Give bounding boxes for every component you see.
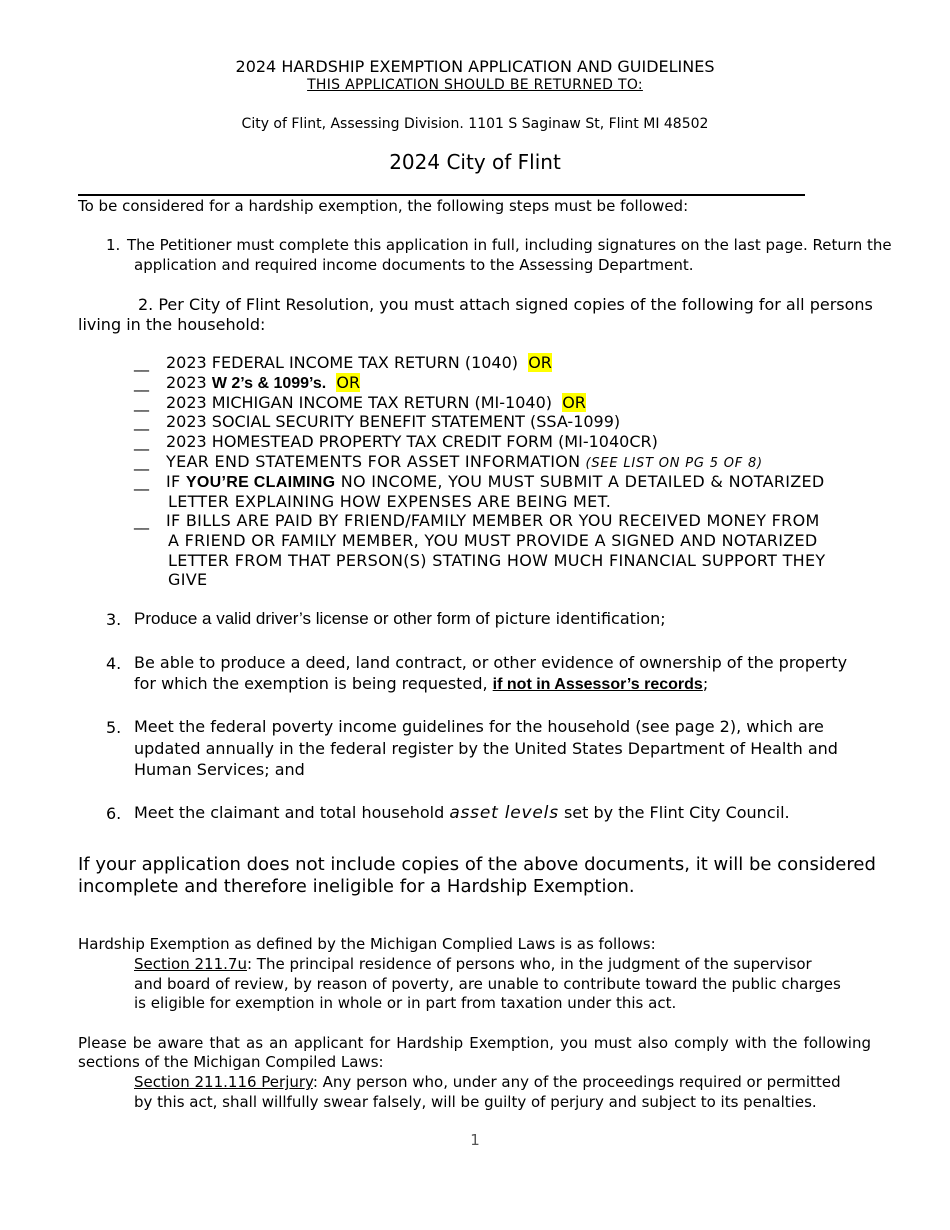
header-divider xyxy=(78,194,805,196)
or-highlight: OR xyxy=(336,373,361,392)
step-1-number: 1. xyxy=(106,236,121,254)
step-3-text xyxy=(134,609,666,629)
step-5-number: 5. xyxy=(106,718,122,737)
checklist-item-continued: LETTER EXPLAINING HOW EXPENSES ARE BEING MET. xyxy=(168,492,612,511)
checklist-blank: __ xyxy=(134,354,149,372)
step-6-text-b: set by the Flint City Council. xyxy=(558,803,790,822)
step-6-text xyxy=(134,803,790,823)
checklist-item-text: 2023 xyxy=(166,373,212,392)
checklist-item xyxy=(166,472,825,492)
page-subtitle: 2024 City of Flint xyxy=(389,150,561,174)
step-6-text-a: Meet the claimant and total household xyxy=(134,803,450,822)
step-5-line-3: Human Services; and xyxy=(134,760,305,779)
checklist-item-bold: YOU’RE CLAIMING xyxy=(185,474,336,491)
checklist-blank: __ xyxy=(134,394,149,412)
checklist-item-text: NO INCOME, YOU MUST SUBMIT A DETAILED & NOTARIZED xyxy=(335,472,825,491)
step-1-line-1: The Petitioner must complete this application in full, including signatures on the last page. Return the xyxy=(127,236,892,254)
aware-line-1: Please be aware that as an applicant for Hardship Exemption, you must also comply with the following xyxy=(78,1034,871,1052)
laws-intro: Hardship Exemption as defined by the Michigan Complied Laws is as follows: xyxy=(78,935,656,953)
return-address: City of Flint, Assessing Division. 1101 S Saginaw St, Flint MI 48502 xyxy=(241,116,709,132)
checklist-item xyxy=(166,353,552,372)
checklist-item-note: (SEE LIST ON PG 5 OF 8) xyxy=(585,456,763,471)
step-2-line-1: 2. Per City of Flint Resolution, you must attach signed copies of the following for all persons xyxy=(138,295,873,314)
step-3-number: 3. xyxy=(106,610,122,629)
checklist-item xyxy=(166,393,586,412)
step-4-line-1: Be able to produce a deed, land contract, or other evidence of ownership of the property xyxy=(134,653,848,672)
checklist-item-continued: GIVE xyxy=(168,570,208,589)
checklist-blank: __ xyxy=(134,413,149,431)
step-4-line-2 xyxy=(134,674,708,694)
section-211-116-label: Section 211.116 Perjury xyxy=(134,1073,313,1091)
step-5-line-2: updated annually in the federal register by the United States Department of Health and xyxy=(134,739,838,758)
checklist-blank: __ xyxy=(134,374,149,392)
checklist-item-continued: LETTER FROM THAT PERSON(S) STATING HOW MUCH FINANCIAL SUPPORT THEY xyxy=(168,551,826,570)
checklist-blank: __ xyxy=(134,433,149,451)
checklist-blank: __ xyxy=(134,473,149,491)
warning-line-2: incomplete and therefore ineligible for a Hardship Exemption. xyxy=(78,876,635,897)
section-211-7u-label: Section 211.7u xyxy=(134,955,247,973)
checklist-item xyxy=(166,373,360,393)
checklist-item-text: 2023 MICHIGAN INCOME TAX RETURN (MI-1040) xyxy=(166,393,553,412)
checklist-blank: __ xyxy=(134,453,149,471)
step-4-text-end: ; xyxy=(702,674,709,693)
section-211-7u-line-3: is eligible for exemption in whole or in part from taxation under this act. xyxy=(134,994,677,1012)
checklist-item-text: IF xyxy=(166,472,186,491)
section-211-7u-line-2: and board of review, by reason of poverty, are unable to contribute toward the public charges xyxy=(134,975,841,993)
or-highlight: OR xyxy=(528,353,552,372)
section-211-116-line-1 xyxy=(134,1073,841,1091)
checklist-item-text: YEAR END STATEMENTS FOR ASSET INFORMATION xyxy=(166,452,581,471)
return-to-heading: THIS APPLICATION SHOULD BE RETURNED TO: xyxy=(307,77,643,93)
checklist-blank: __ xyxy=(134,512,149,530)
intro-text: To be considered for a hardship exemption, the following steps must be followed: xyxy=(78,197,689,215)
checklist-item xyxy=(166,452,763,471)
step-3-text-a: Produce a valid driver’s license or other form of xyxy=(134,609,490,628)
or-highlight: OR xyxy=(562,393,586,412)
section-211-7u-text: : The principal residence of persons who, in the judgment of the supervisor xyxy=(246,955,812,973)
section-211-7u-line-1 xyxy=(134,955,812,973)
assessor-records-note: if not in Assessor’s records xyxy=(492,676,703,693)
step-5-line-1: Meet the federal poverty income guidelines for the household (see page 2), which are xyxy=(134,717,824,736)
step-2-line-2: living in the household: xyxy=(78,315,266,334)
step-3-text-b: picture identification; xyxy=(489,609,666,628)
warning-line-1: If your application does not include copies of the above documents, it will be considered xyxy=(78,854,876,875)
section-211-116-line-2: by this act, shall willfully swear falsely, will be guilty of perjury and subject to its penalties. xyxy=(134,1093,817,1111)
asset-levels-emphasis: asset levels xyxy=(449,803,559,823)
aware-line-2: sections of the Michigan Compiled Laws: xyxy=(78,1053,384,1071)
section-211-116-text: : Any person who, under any of the proceedings required or permitted xyxy=(312,1073,841,1091)
page-number: 1 xyxy=(470,1131,480,1149)
checklist-item: IF BILLS ARE PAID BY FRIEND/FAMILY MEMBER OR YOU RECEIVED MONEY FROM xyxy=(166,511,820,530)
checklist-item-continued: A FRIEND OR FAMILY MEMBER, YOU MUST PROVIDE A SIGNED AND NOTARIZED xyxy=(168,531,818,550)
step-4-text: for which the exemption is being requested, xyxy=(134,674,493,693)
checklist-item: 2023 HOMESTEAD PROPERTY TAX CREDIT FORM (MI-1040CR) xyxy=(166,432,658,451)
step-1-line-2: application and required income documents to the Assessing Department. xyxy=(134,256,694,274)
step-6-number: 6. xyxy=(106,804,122,823)
checklist-item-bold: W 2’s & 1099’s. xyxy=(211,375,327,392)
document-title: 2024 HARDSHIP EXEMPTION APPLICATION AND GUIDELINES xyxy=(235,57,715,76)
checklist-item: 2023 SOCIAL SECURITY BENEFIT STATEMENT (SSA-1099) xyxy=(166,412,621,431)
step-4-number: 4. xyxy=(106,654,122,673)
checklist-item-text: 2023 FEDERAL INCOME TAX RETURN (1040) xyxy=(166,353,519,372)
